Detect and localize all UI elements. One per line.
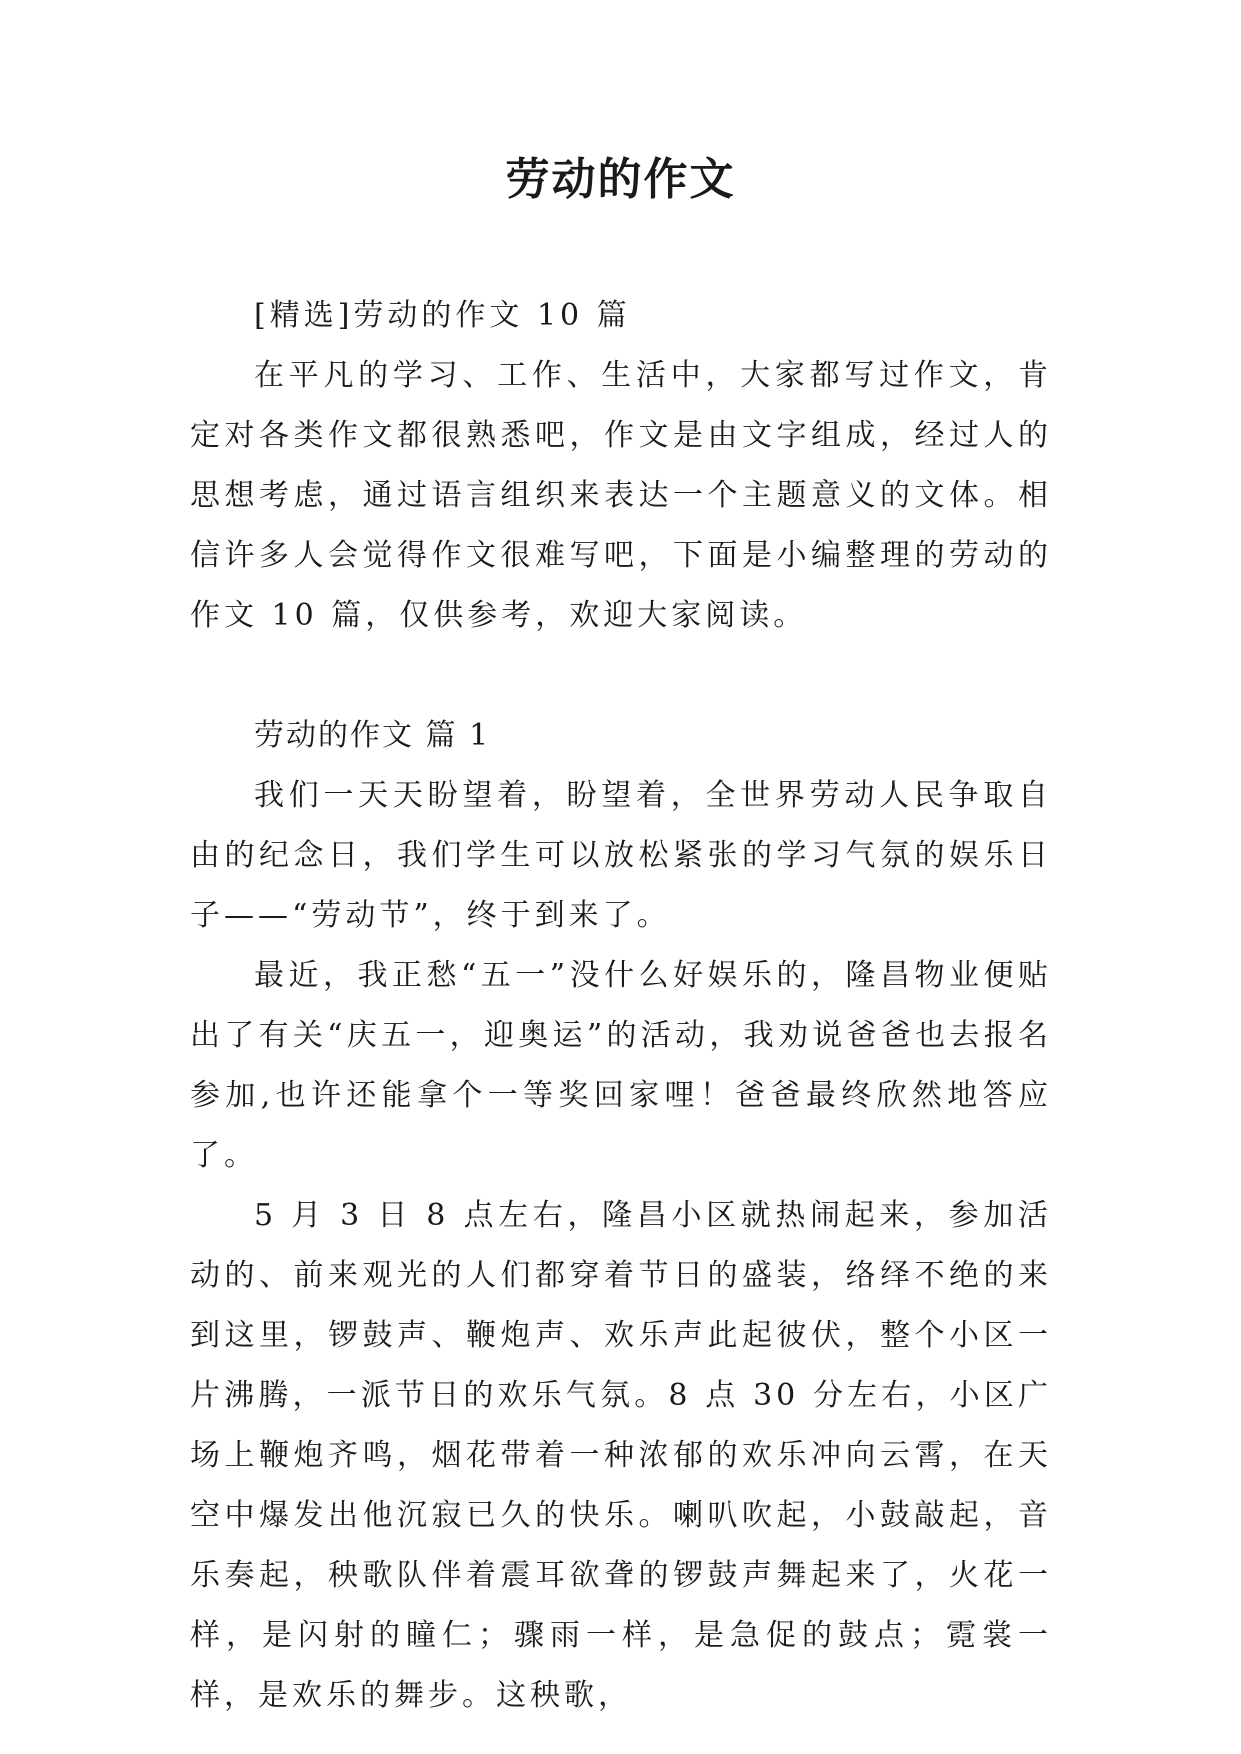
intro-paragraph: 在平凡的学习、工作、生活中，大家都写过作文，肯定对各类作文都很熟悉吧，作文是由文字组成，经过人的思想考虑，通过语言组织来表达一个主题意义的文体。相信许多人会觉得作文很难写吧，下面是小编整理的劳动的作文 10 篇，仅供参考，欢迎大家阅读。 [190, 358, 1052, 633]
intro-heading: [精选]劳动的作文 10 篇 [254, 298, 631, 333]
section-heading: 劳动的作文 篇 1 [254, 718, 491, 753]
section-paragraph: 5 月 3 日 8 点左右，隆昌小区就热闹起来，参加活动的、前来观光的人们都穿着节日的盛装，络绎不绝的来到这里，锣鼓声、鞭炮声、欢乐声此起彼伏，整个小区一片沸腾，一派节日的欢乐气氛。8 点 30 分左右，小区广场上鞭炮齐鸣，烟花带着一种浓郁的欢乐冲向云霄，在天空中爆发出他沉寂已久的快乐。喇叭吹起，小鼓敲起，音乐奏起，秧歌队伴着震耳欲聋的锣鼓声舞起来了，火花一样，是闪射的瞳仁；骤雨一样，是急促的鼓点；霓裳一样，是欢乐的舞步。这秧歌， [190, 1198, 1052, 1713]
document-body [190, 286, 1052, 1726]
document-title: 劳动的作文 [505, 154, 736, 205]
section-gap [190, 646, 1052, 706]
section-paragraph: 我们一天天盼望着，盼望着，全世界劳动人民争取自由的纪念日，我们学生可以放松紧张的学习气氛的娱乐日子——“劳动节”，终于到来了。 [190, 778, 1052, 933]
section-paragraph: 最近，我正愁“五一”没什么好娱乐的，隆昌物业便贴出了有关“庆五一，迎奥运”的活动，我劝说爸爸也去报名参加,也许还能拿个一等奖回家哩！爸爸最终欣然地答应了。 [190, 958, 1052, 1173]
